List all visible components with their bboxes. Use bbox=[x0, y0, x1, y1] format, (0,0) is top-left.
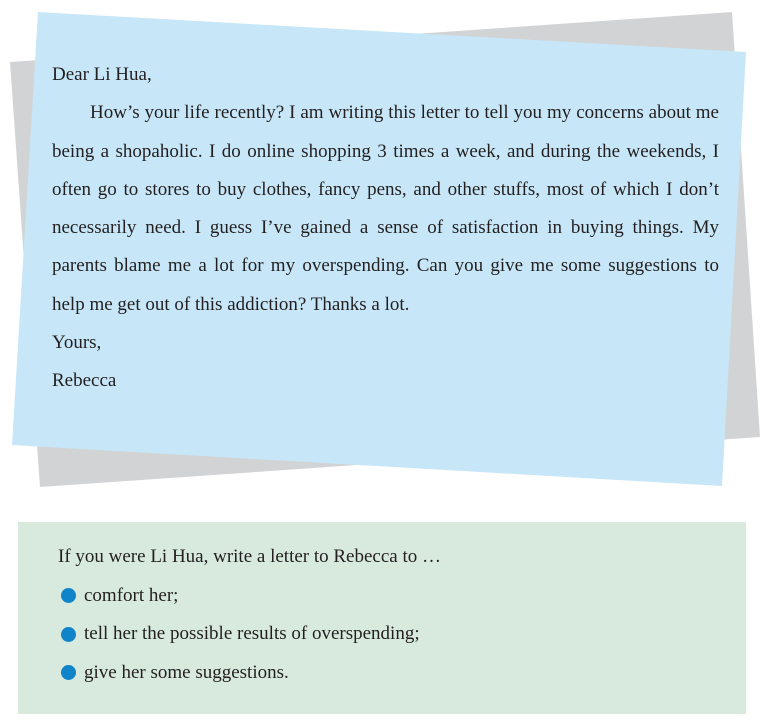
bullet-dot-icon bbox=[61, 588, 76, 603]
task-item bbox=[58, 615, 441, 654]
task-item-label: comfort her; bbox=[84, 584, 179, 606]
writing-task-box bbox=[18, 522, 746, 714]
task-item bbox=[58, 577, 441, 616]
bullet-dot-icon bbox=[61, 627, 76, 642]
letter-signature: Rebecca bbox=[52, 370, 117, 392]
task-item bbox=[58, 654, 441, 693]
letter-salutation: Dear Li Hua, bbox=[52, 64, 152, 85]
task-item-label: give her some suggestions. bbox=[84, 661, 289, 683]
task-prompt: If you were Li Hua, write a letter to Rebecca to … bbox=[58, 546, 442, 567]
task-item-label: tell her the possible results of overspending; bbox=[84, 623, 420, 644]
letter-closing: Yours, bbox=[52, 332, 102, 354]
letter bbox=[52, 56, 719, 401]
writing-task bbox=[58, 538, 441, 692]
bullet-dot-icon bbox=[61, 665, 76, 680]
letter-body: How’s your life recently? I am writing this letter to tell you my concerns about me being a shopaholic. I do online shopping 3 times a week, and during the weekends, I often go to stores to buy clothes, fancy pens, and other stuffs, most of which I don’t necessarily need. I guess I’ve gained a sense of satisfaction in buying things. My parents blame me a lot for my overspending. Can you give me some suggestions to help me get out of this addiction? Thanks a lot. bbox=[52, 102, 719, 315]
